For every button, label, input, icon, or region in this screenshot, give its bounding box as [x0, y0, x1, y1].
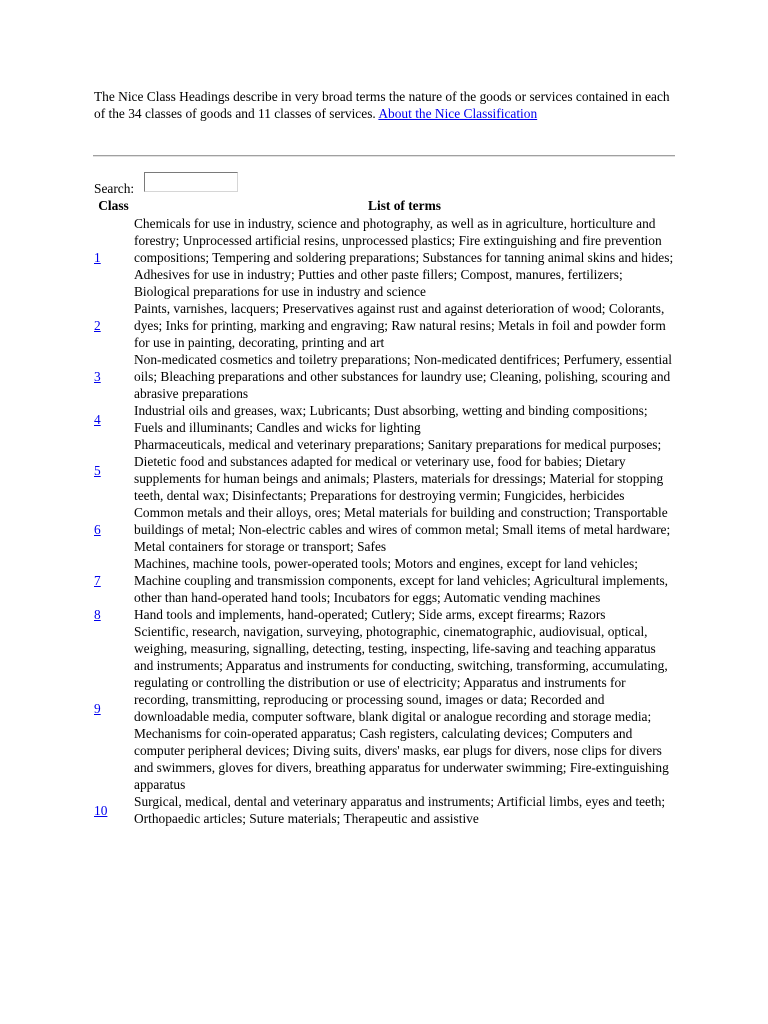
class-cell	[93, 215, 134, 300]
table-row	[93, 606, 675, 623]
class-link[interactable]: 7	[94, 573, 101, 588]
table-row	[93, 351, 675, 402]
divider	[93, 155, 675, 157]
table-row	[93, 300, 675, 351]
class-cell	[93, 555, 134, 606]
terms-cell: Non-medicated cosmetics and toiletry preparations; Non-medicated dentifrices; Perfumery, essential oils; Bleaching preparations and other substances for laundry use; Cleaning, polishing, scouring and abrasive preparations	[134, 352, 672, 401]
class-cell	[93, 300, 134, 351]
table-row	[93, 555, 675, 606]
table-row	[93, 436, 675, 504]
intro-paragraph	[94, 88, 674, 122]
class-link[interactable]: 10	[94, 802, 108, 818]
search-input[interactable]	[144, 172, 238, 192]
terms-cell: Pharmaceuticals, medical and veterinary preparations; Sanitary preparations for medical purposes; Dietetic food and substances adapted for medical or veterinary use, food for babies; Dietary supplements for human beings and animals; Plasters, materials for dressings; Material for stopping teeth, dental wax; Disinfectants; Preparations for destroying vermin; Fungicides, herbicides	[134, 437, 664, 503]
about-nice-classification-link[interactable]: About the Nice Classification	[378, 106, 538, 121]
class-link[interactable]: 6	[94, 522, 101, 537]
class-link[interactable]: 3	[94, 369, 101, 384]
class-link[interactable]: 4	[94, 411, 101, 427]
class-link[interactable]: 9	[94, 700, 101, 716]
class-link[interactable]: 5	[94, 462, 101, 478]
class-cell	[93, 793, 134, 827]
class-link[interactable]: 1	[94, 250, 101, 265]
class-link[interactable]: 8	[94, 607, 101, 622]
header-list-of-terms: List of terms	[368, 198, 441, 213]
class-cell	[93, 402, 134, 436]
terms-cell: Surgical, medical, dental and veterinary apparatus and instruments; Artificial limbs, eyes and teeth; Orthopaedic articles; Suture materials; Therapeutic and assistive	[134, 794, 666, 826]
terms-cell: Chemicals for use in industry, science and photography, as well as in agriculture, horticulture and forestry; Unprocessed artificial resins, unprocessed plastics; Fire extinguishing and fire prevention compositions; Tempering and soldering preparations; Substances for tanning animal skins and hides; Adhesives for use in industry; Putties and other paste fillers; Compost, manures, fertilizers; Biological preparations for use in industry and science	[134, 216, 674, 299]
intro-text: The Nice Class Headings describe in very broad terms the nature of the goods or services contained in each of the 34 classes of goods and 11 classes of services.	[94, 89, 670, 121]
header-class: Class	[98, 198, 129, 213]
table-row	[93, 215, 675, 300]
terms-cell: Machines, machine tools, power-operated tools; Motors and engines, except for land vehicles; Machine coupling and transmission components, except for land vehicles; Agricultural implements, other than hand-operated hand tools; Incubators for eggs; Automatic vending machines	[134, 556, 669, 605]
class-cell	[93, 623, 134, 793]
table-header-row	[93, 196, 675, 215]
class-cell	[93, 436, 134, 504]
table-row	[93, 793, 675, 827]
terms-cell: Scientific, research, navigation, surveying, photographic, cinematographic, audiovisual, optical, weighing, measuring, signalling, detecting, testing, inspecting, life-saving and teaching apparatus and instruments; Apparatus and instruments for conducting, switching, transforming, accumulating, regulating or controlling the distribution or use of electricity; Apparatus and instruments for recording, transmitting, reproducing or processing sound, images or data; Recorded and downloadable media, computer software, blank digital or analogue recording and storage media; Mechanisms for coin-operated apparatus; Cash registers, calculating devices; Computers and computer peripheral devices; Diving suits, divers' masks, ear plugs for divers, nose clips for divers and swimmers, gloves for divers, breathing apparatus for underwater swimming; Fire-extinguishing apparatus	[134, 624, 669, 792]
table-row	[93, 623, 675, 793]
class-cell	[93, 606, 134, 623]
class-link[interactable]: 2	[94, 318, 101, 333]
class-cell	[93, 504, 134, 555]
terms-cell: Hand tools and implements, hand-operated; Cutlery; Side arms, except firearms; Razors	[134, 607, 606, 622]
class-cell	[93, 351, 134, 402]
table-row	[93, 402, 675, 436]
terms-cell: Paints, varnishes, lacquers; Preservatives against rust and against deterioration of wood; Colorants, dyes; Inks for printing, marking and engraving; Raw natural resins; Metals in foil and powder form for use in painting, decorating, printing and art	[134, 301, 666, 350]
nice-class-table	[93, 196, 675, 827]
search-label: Search:	[94, 181, 135, 196]
terms-cell: Industrial oils and greases, wax; Lubricants; Dust absorbing, wetting and binding compositions; Fuels and illuminants; Candles and wicks for lighting	[134, 403, 648, 435]
table-row	[93, 504, 675, 555]
terms-cell: Common metals and their alloys, ores; Metal materials for building and construction; Transportable buildings of metal; Non-electric cables and wires of common metal; Small items of metal hardware; Metal containers for storage or transport; Safes	[134, 505, 671, 554]
